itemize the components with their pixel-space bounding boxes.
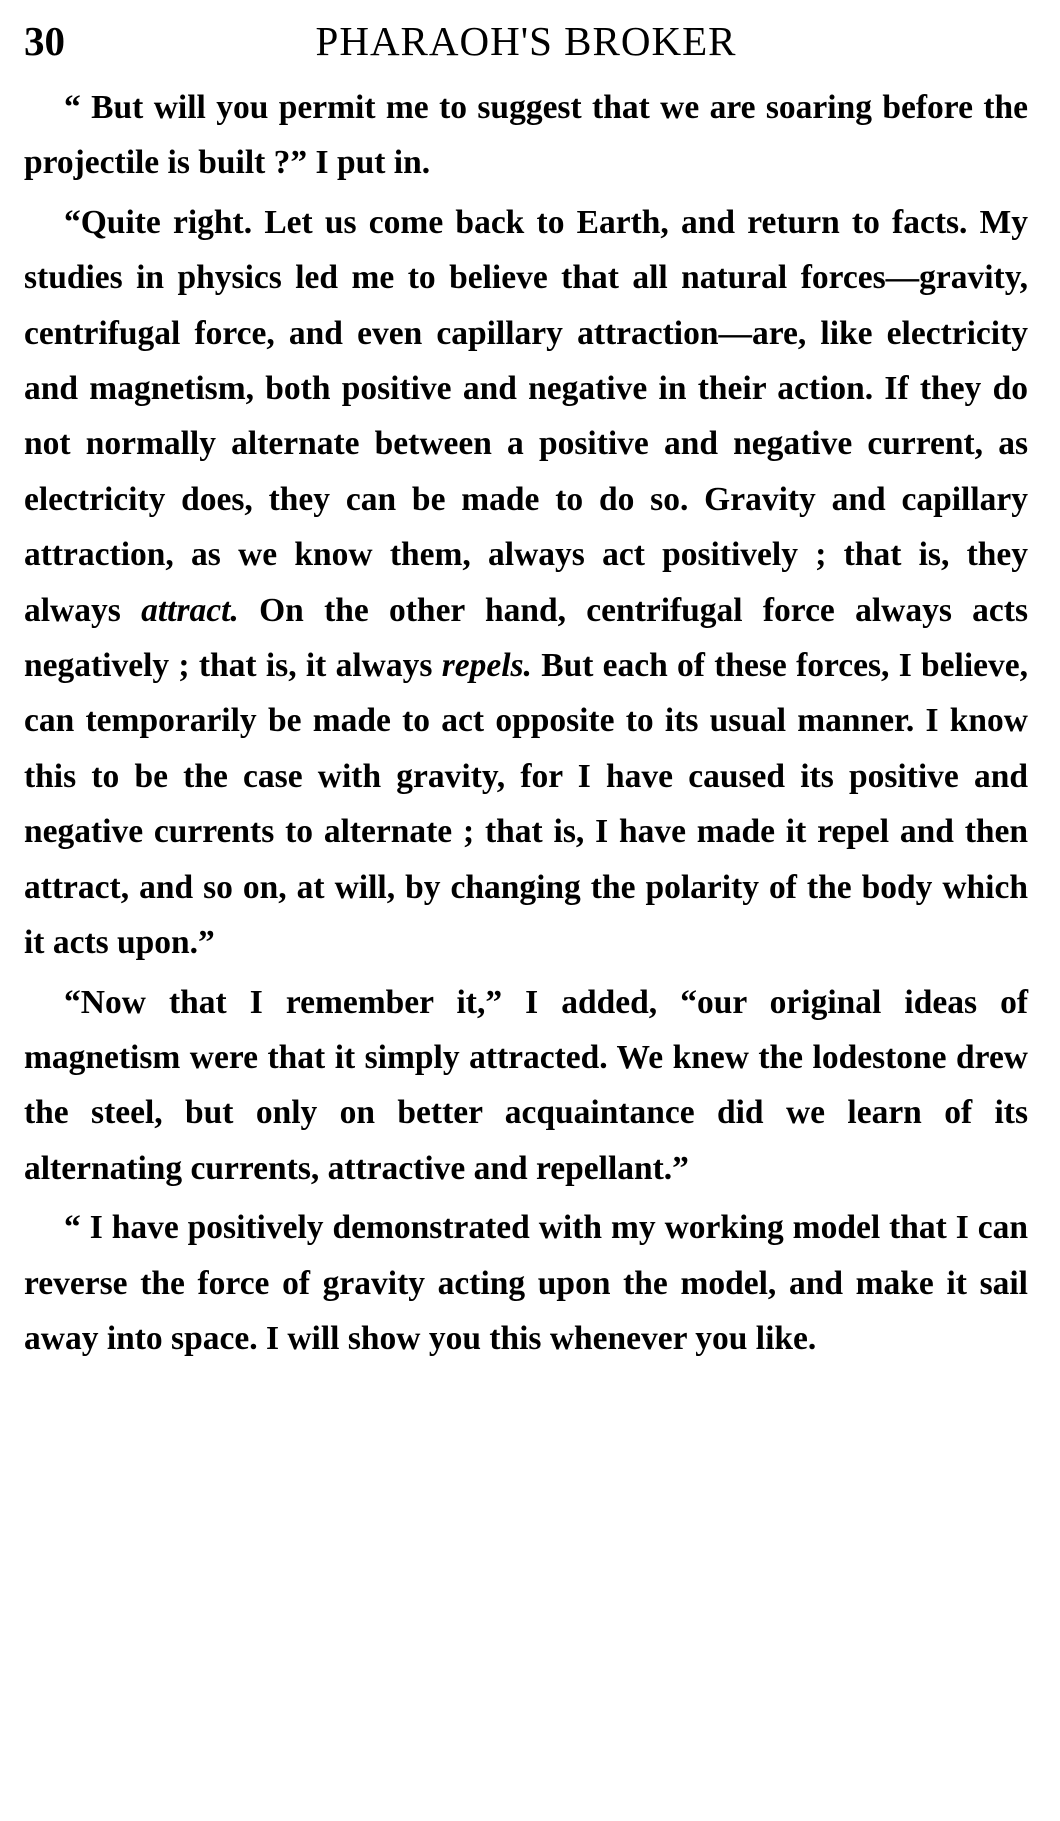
paragraph-text: But each of these forces, I believe, can temporarily be made to act opposite to its usual manner. I know this to be the case with gravity, for I have caused its positive and negative currents to alternate ; that is, I have made it repel and then attract, and so on, at will, by changing the polarity of the body which it acts upon.” xyxy=(24,647,1028,962)
paragraph: “ I have positively demonstrated with my working model that I can reverse the force of gravity acting upon the model, and make it sail away into space. I will show you this whenever you like. xyxy=(24,1209,1028,1357)
page-number: 30 xyxy=(24,18,65,64)
italic-word-repels: repels. xyxy=(441,647,532,685)
paragraph: “ But will you permit me to suggest that we are soaring before the projectile is built ?” I put in. xyxy=(24,89,1028,182)
body-text xyxy=(24,80,1028,1366)
paragraph: “Now that I remember it,” I added, “our original ideas of magnetism were that it simply attracted. We knew the lodestone drew the steel, but only on better acquaintance did we learn of its alternating currents, attractive and repellant.” xyxy=(24,983,1028,1187)
page-header xyxy=(24,10,1028,72)
paragraph-text: “Quite right. Let us come back to Earth, and return to facts. My studies in physics led me to believe that all natural forces—gravity, centrifugal force, and even capillary attraction—are, like electricity and magnetism, both positive and negative in their action. If they do not normally alternate between a positive and negative current, as electricity does, they can be made to do so. Gravity and capillary attraction, as we know them, always act positively ; that is, they always xyxy=(24,203,1028,629)
paragraph-text: On the other hand, centrifugal force always acts negatively ; that is, it always xyxy=(24,591,1028,685)
italic-word-attract: attract. xyxy=(141,591,239,629)
paragraph xyxy=(24,195,1028,971)
running-title: PHARAOH'S BROKER xyxy=(315,18,737,64)
book-page xyxy=(24,10,1028,1810)
